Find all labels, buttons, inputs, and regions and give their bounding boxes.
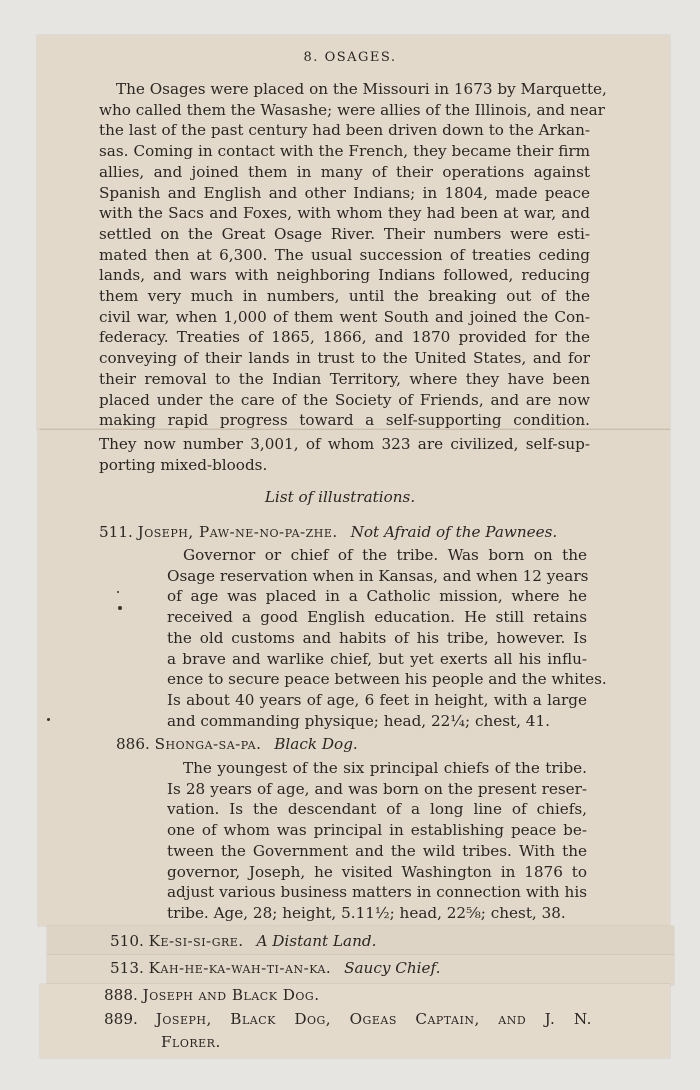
intro-paragraph xyxy=(99,79,607,431)
text-line: tribe. Age, 28; height, 5.11½; head, 22⅝; chest, 38. xyxy=(167,903,566,922)
text-line: allies, and joined them in many of their operations against xyxy=(99,162,590,181)
intro-paragraph-continued xyxy=(99,434,590,475)
entry-translation: Saucy Chief. xyxy=(344,959,441,977)
entry-889-name-line2: Florer. xyxy=(161,1033,221,1051)
entry-888 xyxy=(104,985,320,1006)
entry-name: Joseph, Paw-ne-no-pa-zhe. xyxy=(137,523,338,541)
text-line: lands, and wars with neighboring Indians followed, reducing xyxy=(99,266,590,285)
text-line: civil war, when 1,000 of them went South and joined the Con- xyxy=(99,307,590,326)
text-line: with the Sacs and Foxes, with whom they had been at war, and xyxy=(99,204,590,223)
text-line: and commanding physique; head, 22¼; chest, 41. xyxy=(167,711,550,730)
entry-name: Shonga-sa-pa. xyxy=(154,735,262,753)
entry-name: Joseph and Black Dog. xyxy=(142,986,320,1004)
entry-translation: Black Dog. xyxy=(274,735,358,753)
text-line: mated then at 6,300. The usual succession of treaties ceding xyxy=(99,245,590,264)
text-line: federacy. Treaties of 1865, 1866, and 1870 provided for the xyxy=(99,328,590,347)
entry-name-line1: Joseph, Black Dog, Ogeas Captain, and J. N. xyxy=(155,1010,592,1028)
entry-513 xyxy=(110,958,440,979)
text-line: The youngest of the six principal chiefs of the tribe. xyxy=(183,759,587,777)
text-line: adjust various business matters in connection with his xyxy=(167,883,587,902)
text-line: governor, Joseph, he visited Washington in 1876 to xyxy=(167,862,587,881)
entry-translation: Not Afraid of the Pawnees. xyxy=(350,523,558,541)
text-line: one of whom was principal in establishing peace be- xyxy=(167,821,587,840)
entry-886-heading xyxy=(116,734,358,755)
text-line: the old customs and habits of his tribe, however. Is xyxy=(167,628,587,647)
text-line: vation. Is the descendant of a long line of chiefs, xyxy=(167,800,587,819)
text-line: making rapid progress toward a self-supporting condition. xyxy=(99,411,590,430)
text-line: placed under the care of the Society of Friends, and are now xyxy=(99,390,590,409)
text-line: Osage reservation when in Kansas, and when 12 years xyxy=(167,566,589,585)
text-line: Is 28 years of age, and was born on the present reser- xyxy=(167,779,587,798)
text-line: the last of the past century had been driven down to the Arkan- xyxy=(99,121,590,140)
text-line: a brave and warlike chief, but yet exerts all his influ- xyxy=(167,649,587,668)
entry-translation: A Distant Land. xyxy=(256,932,377,950)
entry-name: Ke-si-si-gre. xyxy=(148,932,244,950)
page-heading: 8. OSAGES. xyxy=(303,50,397,65)
entry-889 xyxy=(104,1009,592,1030)
entry-name: Kah-he-ka-wah-ti-an-ka. xyxy=(148,959,332,977)
entry-number: 513. xyxy=(110,959,144,977)
text-line: The Osages were placed on the Missouri in 1673 by Marquette, xyxy=(116,80,607,98)
entry-510 xyxy=(110,931,376,952)
ink-speck xyxy=(118,606,122,610)
entry-number: 510. xyxy=(110,932,144,950)
text-line: They now number 3,001, of whom 323 are civilized, self-sup- xyxy=(99,435,590,453)
text-line: settled on the Great Osage River. Their numbers were esti- xyxy=(99,224,590,243)
text-line: sas. Coming in contact with the French, they became their firm xyxy=(99,142,590,161)
text-line: Spanish and English and other Indians; in 1804, made peace xyxy=(99,183,590,202)
text-line: porting mixed-bloods. xyxy=(99,455,268,474)
text-line: received a good English education. He still retains xyxy=(167,608,587,627)
ink-speck xyxy=(117,591,119,593)
text-line: Governor or chief of the tribe. Was born on the xyxy=(183,546,587,564)
text-line xyxy=(104,1009,592,1030)
entry-511-description xyxy=(167,545,607,731)
text-line: of age was placed in a Catholic mission, where he xyxy=(167,587,587,606)
entry-number: 511. xyxy=(99,523,133,541)
ink-speck xyxy=(47,718,50,721)
text-line: who called them the Wasashe; were allies of the Illinois, and near xyxy=(99,100,605,119)
text-line: ence to secure peace between his people and the whites. xyxy=(167,670,607,689)
entry-number: 889. xyxy=(104,1010,138,1028)
text-line: tween the Government and the wild tribes. With the xyxy=(167,841,587,860)
entry-number: 886. xyxy=(116,735,150,753)
entry-number: 888. xyxy=(104,986,138,1004)
text-line: conveying of their lands in trust to the United States, and for xyxy=(99,349,590,368)
entry-511-heading xyxy=(99,522,557,543)
text-line: their removal to the Indian Territory, where they have been xyxy=(99,369,590,388)
list-heading: List of illustrations. xyxy=(264,488,416,506)
text-line: Is about 40 years of age, 6 feet in height, with a large xyxy=(167,690,587,709)
text-line: them very much in numbers, until the breaking out of the xyxy=(99,287,590,306)
entry-886-description xyxy=(167,758,587,924)
